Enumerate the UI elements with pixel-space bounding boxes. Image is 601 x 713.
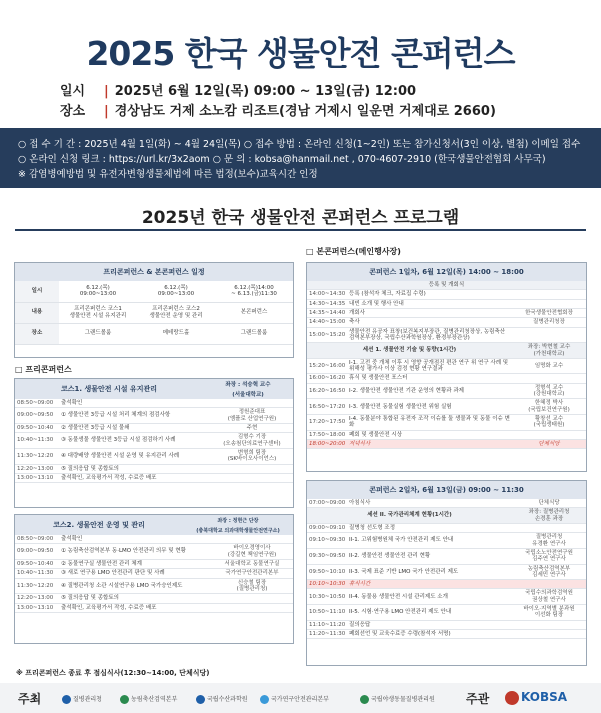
speaker-cell: 정원준대표 (엠플로 산업연구원)	[211, 408, 293, 424]
time-cell: 16:00~16:20	[309, 375, 346, 382]
time-cell: 09:30~09:50	[307, 548, 347, 564]
schedule-row-label: 일시	[15, 281, 59, 302]
org-wildlife	[360, 694, 435, 704]
topic-cell: 저녁식사	[347, 439, 512, 448]
time-cell: 11:10~11:20	[309, 621, 346, 628]
main-conference-heading: □ 본콘퍼런스(메인행사장)	[306, 247, 401, 256]
time-cell: 09:50~10:40	[15, 423, 59, 432]
host-label: 주최	[18, 692, 42, 706]
schedule-cell: 본콘퍼런스	[215, 302, 293, 323]
topic-cell: 질병청 선도형 조정	[347, 523, 512, 532]
schedule-cell: 6.12.(목) 09:00~13:00	[137, 281, 215, 302]
time-cell: 10:30~10:50	[307, 589, 347, 605]
day2-rows	[307, 499, 586, 639]
speaker-cell	[211, 464, 293, 473]
table-row	[15, 603, 293, 612]
topic-cell: 출석확인, 교육평가서 작성, 수료증 배포	[59, 603, 211, 612]
table-row	[15, 535, 293, 544]
table-row	[15, 464, 293, 473]
registration-info	[0, 128, 601, 188]
day1-rows	[307, 281, 586, 449]
topic-cell: I-3. 생물안전 동물실험 생물안전 위험 실험	[347, 399, 512, 415]
topic-cell: 휴식 및 생물안전 포스터	[347, 374, 512, 383]
speaker-cell: 질병관리청장	[512, 318, 586, 327]
org-name: 국립야생동물질병관리원	[371, 696, 435, 703]
table-row	[307, 327, 586, 343]
speaker-cell: 바이오·지역별 분과원 이선화 팀장	[512, 605, 586, 621]
time-cell: 08:50~09:00	[15, 535, 59, 544]
course1-chair: 좌장 : 석승혁 교수 (서울대학교)	[225, 382, 271, 398]
topic-cell: ① 생물안전 3등급 시설 처리 체계의 점검사항	[59, 408, 211, 424]
speaker-cell: 황창선 교수 (국립생태원)	[512, 415, 586, 431]
topic-cell: 등록 (참석자 체크, 자료집 수령)	[347, 290, 512, 299]
time-cell: 08:50~09:00	[15, 399, 59, 408]
speaker-cell	[512, 523, 586, 532]
time-cell: 14:30~14:35	[309, 300, 346, 307]
table-row	[307, 308, 586, 317]
topic-cell: 생물안전 유공자 표창(보건복지부장관, 질병관리청장상, 농림축산검역본부장상, 국립수산과학원장상, 환경부장관상)	[347, 327, 512, 343]
speaker-cell	[512, 299, 586, 308]
schedule-cell: 6.12.(목) 09:00~13:00	[59, 281, 137, 302]
table-row	[307, 499, 586, 508]
org-name: 국가연구안전관리본부	[271, 696, 329, 703]
course1-table	[14, 378, 294, 508]
time-cell: 10:10~10:30	[309, 581, 346, 588]
place-value: 경상남도 거제 소노캄 리조트(경남 거제시 일운면 거제대로 2660)	[114, 104, 496, 119]
time-cell: 13:00~13:10	[15, 473, 59, 482]
topic-cell: II-1. 고위험병원체 국가 안전관리 제도 안내	[347, 533, 512, 549]
footer	[0, 683, 601, 713]
topic-cell: 내빈 소개 및 행사 안내	[347, 299, 512, 308]
time-cell: 11:30~12:20	[15, 448, 59, 464]
time-cell: 12:20~13:00	[15, 594, 59, 603]
time-cell: 17:20~17:50	[307, 415, 347, 431]
research-safety-logo-icon	[260, 695, 269, 704]
speaker-cell	[211, 535, 293, 544]
topic-cell: ③ 동물생물 생물안전 3등급 시설 점검하기 사례	[59, 433, 211, 449]
speaker-cell	[512, 327, 586, 343]
speaker-cell: 국립수의과학검역원 권상철 연구사	[512, 589, 586, 605]
topic-cell: 개회사	[347, 308, 512, 317]
apqa-logo-icon	[120, 695, 129, 704]
speaker-cell: 바이오경영이사 (강길현 책임연구원)	[211, 544, 293, 560]
course2-heading: 코스2. 생물안전 운영 및 관리	[53, 521, 145, 529]
divider	[15, 229, 586, 231]
course2-rows	[15, 535, 293, 613]
table-row	[307, 358, 586, 374]
topic-cell: ③ 새로 연구용 LMO 안전관리 판단 및 사례	[59, 569, 211, 578]
schedule-cell: 그랜드볼룸	[215, 323, 293, 344]
org-name: 농림축산검역본부	[131, 696, 178, 703]
schedule-cell: 메테랑드홀	[137, 323, 215, 344]
time-cell: 09:00~09:50	[15, 544, 59, 560]
speaker-cell: 임명화 교수	[512, 358, 586, 374]
biohazard-icon	[505, 691, 519, 705]
session-row	[307, 343, 586, 359]
table-row	[307, 299, 586, 308]
table-row	[15, 423, 293, 432]
speaker-cell: 국립소노안전연구원 김주연 연구사	[512, 548, 586, 564]
topic-cell: II-2. 생물안전 생물안전 관리 현황	[347, 548, 512, 564]
time-cell: 14:35~14:40	[309, 309, 346, 316]
topic-cell: 폐회 및 생물안전 시상	[347, 430, 512, 439]
schedule-heading: 프리콘퍼런스 & 본콘퍼런스 일정	[15, 263, 293, 281]
topic-cell: 폐회선언 및 교육수료증 수령(참석자 서명)	[347, 630, 512, 639]
time-cell: 16:20~16:50	[307, 383, 347, 399]
course2-chair: 좌장 : 정현근 단장 (충북대학교 의과대학생물안전연구소)	[196, 518, 280, 534]
speaker-cell: 서울대학교 동물연구실	[211, 559, 293, 568]
topic-cell: 출석확인	[59, 399, 211, 408]
table-row	[15, 559, 293, 568]
time-cell: 15:20~16:00	[307, 358, 347, 374]
lunch-note: ※ 프리콘퍼런스 종료 후 점심식사(12:30~14:00, 단체식당)	[16, 669, 210, 677]
time-cell: 10:50~11:10	[307, 605, 347, 621]
topic-cell: II-5. 시험·연구용 LMO 안전관리 제도 안내	[347, 605, 512, 621]
education-note: ※ 감염병예방법 및 유전자변형생물체법에 따른 법정(보수)교육시간 인정	[18, 169, 318, 180]
page-title: 2025 한국 생물안전 콘퍼런스	[86, 34, 515, 73]
time-cell: 09:10~09:30	[307, 533, 347, 549]
day1-heading: 콘퍼런스 1일차, 6월 12일(목) 14:00 ~ 18:00	[307, 263, 586, 281]
schedule-table	[14, 262, 294, 358]
session-chair: 좌장: 박현철 교수 (가천대학교)	[512, 343, 586, 359]
session-title: 세션 1. 생물안전 기술 및 동향(1시간)	[307, 343, 512, 359]
program-title: 2025년 한국 생물안전 콘퍼런스 프로그램	[141, 208, 460, 228]
pre-conference-heading: □ 프리콘퍼런스	[15, 365, 72, 374]
time-cell: 10:40~11:30	[15, 569, 59, 578]
topic-cell: II-4. 동물용 생물안전 시설 관리제도 소개	[347, 589, 512, 605]
registration-period: ○ 접 수 기 간 : 2025년 4월 1일(화) ~ 4월 24일(목) ○ 접수 방법 : 온라인 신청(1~2인) 또는 참가신청서(3인 이상, 별첨) 이메일 접수	[18, 139, 581, 150]
time-cell: 12:20~13:00	[15, 464, 59, 473]
topic-cell: ② 생물안전 3등급 시설 물쇄	[59, 423, 211, 432]
speaker-cell	[211, 594, 293, 603]
schedule-cell: 프리콘퍼런스 코스2 생물안전 운영 및 관리	[137, 302, 215, 323]
topic-cell: 축사	[347, 318, 512, 327]
time-cell: 15:00~15:20	[307, 327, 347, 343]
kobsa-wordmark: KOBSA	[521, 690, 568, 704]
topic-cell: ① 농림축산검역본부 동·LMO 안전관리 의무 및 현황	[59, 544, 211, 560]
speaker-cell: 정형석 교수 (강원대학교)	[512, 383, 586, 399]
schedule-cell: 그랜드볼룸	[59, 323, 137, 344]
time-cell: 11:20~11:30	[309, 631, 346, 637]
schedule-row-label: 내용	[15, 302, 59, 323]
speaker-cell: 한국생물안전협회장	[512, 308, 586, 317]
speaker-cell: 한혜정 박사 (국립보건연구원)	[512, 399, 586, 415]
session-chair: 좌장: 질병관리청 손경훈 과장	[512, 508, 586, 524]
table-row	[307, 564, 586, 580]
table-row	[15, 569, 293, 578]
org-nifs	[196, 694, 248, 704]
course1-rows	[15, 399, 293, 483]
place-row: 장소 | 경상남도 거제 소노캄 리조트(경남 거제시 일운면 거제대로 2660)	[60, 100, 580, 119]
organizer-label: 주관	[466, 692, 490, 706]
wildlife-logo-icon	[360, 695, 369, 704]
table-row	[15, 544, 293, 560]
table-row	[307, 399, 586, 415]
speaker-cell	[211, 399, 293, 408]
topic-cell: 출석확인, 교육평가서 작성, 수료증 배포	[59, 473, 211, 482]
speaker-cell: 질병관리청 유경환 연구사	[512, 533, 586, 549]
time-cell: 13:00~13:10	[15, 603, 59, 612]
time-cell: 11:30~12:20	[15, 578, 59, 594]
table-row	[15, 578, 293, 594]
time-cell: 14:40~15:00	[309, 319, 346, 326]
speaker-cell	[512, 630, 586, 639]
time-cell: 18:00~20:00	[309, 440, 346, 447]
topic-cell: I-2. 생물안전 생물안전 기관 운영의 현황과 과제	[347, 383, 512, 399]
speaker-cell: 주현	[211, 423, 293, 432]
table-row	[307, 374, 586, 383]
table-row	[15, 399, 293, 408]
speaker-cell	[512, 580, 586, 589]
topic-cell: ⑤ 질의응답 및 종합토의	[59, 594, 211, 603]
table-row	[307, 415, 586, 431]
opening-subheading: 등록 및 개회식	[307, 281, 586, 290]
time-cell: 17:50~18:00	[309, 431, 346, 438]
course2-table	[14, 514, 294, 644]
speaker-cell: 단체식당	[512, 439, 586, 448]
session-row	[307, 508, 586, 524]
time-cell: 16:50~17:20	[307, 399, 347, 415]
org-research-safety	[260, 694, 329, 704]
table-row	[307, 580, 586, 589]
schedule-cell: 6.12.(목)14:00 ~ 6.13.(금)11:30	[215, 281, 293, 302]
speaker-cell	[512, 290, 586, 299]
table-row	[15, 594, 293, 603]
table-row	[307, 589, 586, 605]
day2-table	[306, 480, 587, 666]
topic-cell: ⑤ 질의응답 및 종합토의	[59, 464, 211, 473]
date-value: 2025년 6월 12일(목) 09:00 ~ 13일(금) 12:00	[114, 84, 417, 99]
speaker-cell: 신승철 팀장 (질병관리청)	[211, 578, 293, 594]
table-row	[307, 620, 586, 629]
speaker-cell	[211, 603, 293, 612]
schedule-cell: 프리콘퍼런스 코스1 생물안전 시설 유지관리	[59, 302, 137, 323]
table-row	[307, 439, 586, 448]
topic-cell: I-4. 동물분야 통합된 유전자 조작 이슈를 둘 생물과 및 동물 이슈 변화	[347, 415, 512, 431]
table-row	[307, 548, 586, 564]
speaker-cell	[211, 473, 293, 482]
table-row	[15, 433, 293, 449]
speaker-cell: 농림축산검역본부 김세민 연구사	[512, 564, 586, 580]
time-cell: 09:50~10:40	[15, 559, 59, 568]
topic-cell: ④ 질병관리청 소관 시설연구용 LMO 국가승인제도	[59, 578, 211, 594]
speaker-cell: 단체식당	[512, 499, 586, 508]
topic-cell: ② 동물연구실 생물안전 관리 체계	[59, 559, 211, 568]
speaker-cell	[512, 620, 586, 629]
topic-cell: 아침식사	[347, 499, 512, 508]
date-row: 일시 | 2025년 6월 12일(목) 09:00 ~ 13일(금) 12:00	[60, 80, 580, 99]
kobsa-logo	[505, 690, 567, 705]
table-row	[15, 448, 293, 464]
topic-cell: 출석확인	[59, 535, 211, 544]
place-label: 장소	[60, 104, 86, 119]
subheading-row	[307, 281, 586, 290]
org-apqa	[120, 694, 177, 704]
org-name: 질병관리청	[73, 696, 102, 703]
time-cell: 14:00~14:30	[309, 291, 346, 298]
topic-cell: I-1. 고전 중 개체 이후 시 영향 공개점진 편관 연구 위 연구 사례 및 위해성 평가사 이상 검정 현황 연구결과	[347, 358, 512, 374]
time-cell: 09:50~10:10	[307, 564, 347, 580]
table-row	[307, 523, 586, 532]
time-cell: 09:00~09:50	[15, 408, 59, 424]
table-row	[15, 408, 293, 424]
topic-cell: ④ 대량배양 생물안전 시설 운영 및 유지관리 사례	[59, 448, 211, 464]
schedule-grid	[15, 281, 293, 345]
topic-cell: 휴식시간	[347, 580, 512, 589]
speaker-cell: 변형희 팀장 (SK바이오사이언스)	[211, 448, 293, 464]
topic-cell: 질의응답	[347, 620, 512, 629]
org-kdca	[62, 694, 102, 704]
schedule-row-label: 장소	[15, 323, 59, 344]
day2-heading: 콘퍼런스 2일차, 6월 13일(금) 09:00 ~ 11:30	[307, 481, 586, 499]
speaker-cell: 김형수 기장 (오송첨단의료연구센터)	[211, 433, 293, 449]
kdca-logo-icon	[62, 695, 71, 704]
online-link-contact: ○ 온라인 신청 링크 : https://url.kr/3x2aom ○ 문 의 : kobsa@hanmail.net , 070-4607-2910 (한국생물안전협회 사무국)	[18, 154, 546, 165]
table-row	[307, 533, 586, 549]
nifs-logo-icon	[196, 695, 205, 704]
table-row	[15, 473, 293, 482]
course1-heading: 코스1. 생물안전 시설 유지관리	[61, 385, 157, 393]
time-cell: 10:40~11:30	[15, 433, 59, 449]
speaker-cell: 국가연구안전관리본부	[211, 569, 293, 578]
speaker-cell	[512, 430, 586, 439]
date-label: 일시	[60, 84, 86, 99]
table-row	[307, 383, 586, 399]
session-title: 세션 II. 국가관리체계 현황(1시간)	[307, 508, 512, 524]
time-cell: 09:00~09:10	[309, 524, 346, 531]
day1-table	[306, 262, 587, 472]
header	[0, 0, 601, 128]
table-row	[307, 290, 586, 299]
speaker-cell	[512, 374, 586, 383]
table-row	[307, 430, 586, 439]
topic-cell: II-3. 국제 표준 기반 LMO 국가 안전관리 제도	[347, 564, 512, 580]
table-row	[307, 318, 586, 327]
time-cell: 07:00~09:00	[309, 500, 346, 506]
org-name: 국립수산과학원	[207, 696, 248, 703]
table-row	[307, 605, 586, 621]
table-row	[307, 630, 586, 639]
